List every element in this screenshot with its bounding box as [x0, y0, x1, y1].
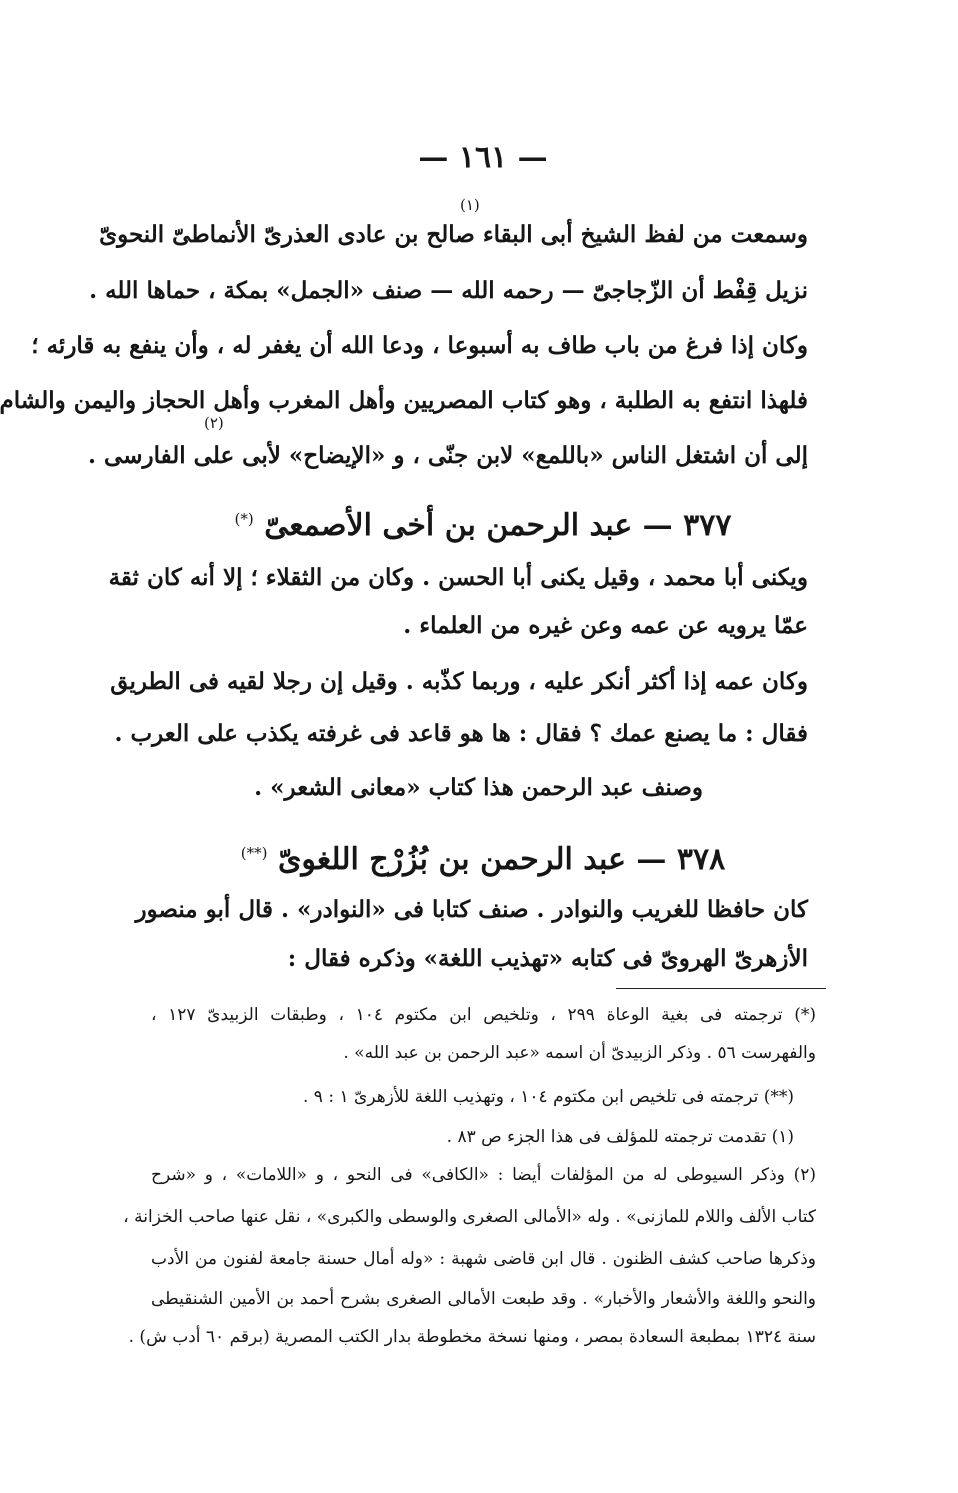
- body-line: فلهذا انتفع به الطلبة ، وهو كتاب المصريين وأهل المغرب وأهل الحجاز واليمن والشام: [0, 387, 808, 414]
- body-line: فقال : ما يصنع عمك ؟ فقال : ها هو قاعد فى غرفته يكذب على العرب .: [114, 720, 808, 747]
- footnote-line: (١) تقدمت ترجمته للمؤلف فى هذا الجزء ص ٨٣ .: [446, 1127, 794, 1147]
- footnote-line: كتاب الألف واللام للمازنى» . وله «الأمالى الصغرى والوسطى والكبرى» ، نقل عنها صاحب الخزانة ،: [123, 1207, 816, 1227]
- body-line: وصنف عبد الرحمن هذا كتاب «معانى الشعر» .: [254, 774, 703, 801]
- entry-heading-text: ٣٧٧ — عبد الرحمن بن أخى الأصمعىّ: [264, 508, 732, 543]
- footnote-ref-1: (١): [460, 196, 480, 214]
- footnote-line: والنحو واللغة والأشعار والأخبار» . وقد طبعت الأمالى الصغرى بشرح أحمد بن الأمين الشنقيطى: [151, 1289, 816, 1309]
- body-line: وسمعت من لفظ الشيخ أبى البقاء صالح بن عادى العذرىّ الأنماطىّ النحوىّ: [99, 221, 808, 248]
- footnote-line: والفهرست ٥٦ . وذكر الزبيدىّ أن اسمه «عبد الرحمن بن عبد الله» .: [343, 1043, 816, 1063]
- entry-heading-text: ٣٧٨ — عبد الرحمن بن بُزُرْج اللغوىّ: [277, 842, 726, 877]
- page-number: — ١٦١ —: [418, 140, 548, 175]
- body-line: ويكنى أبا محمد ، وقيل يكنى أبا الحسن . وكان من الثقلاء ؛ إلا أنه كان ثقة: [108, 564, 808, 591]
- footnote-line: وذكرها صاحب كشف الظنون . قال ابن قاضى شهبة : «وله أمال حسنة جامعة لفنون من الأدب: [151, 1249, 816, 1269]
- entry-heading-378: [8, 830, 958, 883]
- body-line: نزيل قِفْط أن الزّجاجىّ — رحمه الله — صنف «الجمل» بمكة ، حماها الله .: [89, 277, 808, 304]
- footnote-mark: (**): [240, 844, 268, 862]
- body-line: وكان عمه إذا أكثر أنكر عليه ، وربما كذّبه . وقيل إن رجلا لقيه فى الطريق: [110, 668, 808, 695]
- body-line: كان حافظا للغريب والنوادر . صنف كتابا فى «النوادر» . قال أبو منصور: [135, 896, 808, 923]
- footnote-separator: [616, 988, 826, 989]
- footnote-line: (٢) وذكر السيوطى له من المؤلفات أيضا : «الكافى» فى النحو ، و «اللامات» ، و «شرح: [151, 1165, 816, 1185]
- body-line: عمّا يرويه عن عمه وعن غيره من العلماء .: [403, 612, 808, 639]
- footnote-line: (**) ترجمته فى تلخيص ابن مكتوم ١٠٤ ، وتهذيب اللغة للأزهرىّ ١ : ٩ .: [302, 1087, 794, 1107]
- body-line: الأزهرىّ الهروىّ فى كتابه «تهذيب اللغة» وذكره فقال :: [287, 945, 808, 972]
- entry-heading-377: [8, 496, 958, 549]
- body-line: وكان إذا فرغ من باب طاف به أسبوعا ، ودعا الله أن يغفر له ، وأن ينفع به قارئه ؛: [31, 332, 808, 359]
- footnote-line: سنة ١٣٢٤ بمطبعة السعادة بمصر ، ومنها نسخة مخطوطة بدار الكتب المصرية (برقم ٦٠ أدب ش) .: [128, 1327, 816, 1347]
- footnote-line: (*) ترجمته فى بغية الوعاة ٢٩٩ ، وتلخيص ابن مكتوم ١٠٤ ، وطبقات الزبيدىّ ١٢٧ ،: [151, 1005, 816, 1025]
- footnote-mark: (*): [234, 510, 254, 528]
- body-line: إلى أن اشتغل الناس «باللمع» لابن جنّى ، و «الإيضاح» لأبى على الفارسى .: [88, 442, 808, 469]
- footnote-ref-2: (٢): [204, 414, 224, 432]
